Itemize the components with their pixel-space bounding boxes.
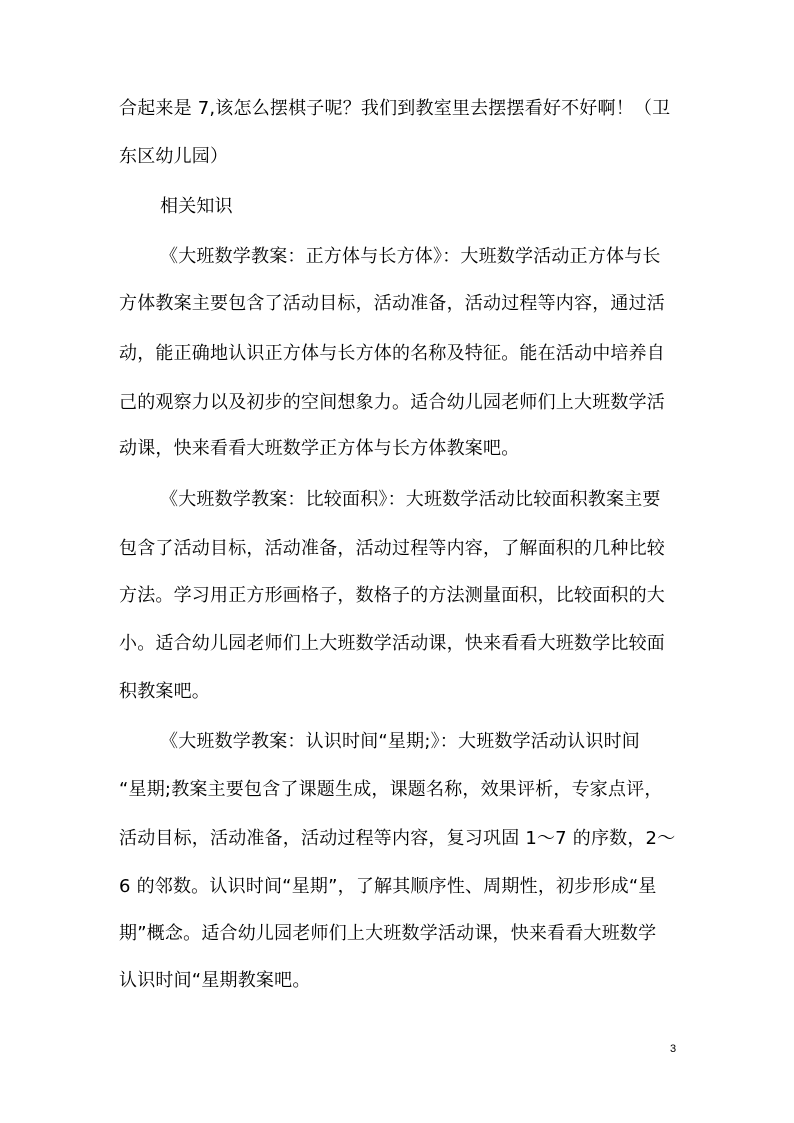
text-line: 《大班数学教案：比较面积》：大班数学活动比较面积教案主要: [160, 489, 661, 510]
text-line: 小。适合幼儿园老师们上大班数学活动课，快来看看大班数学比较面: [119, 633, 665, 654]
text-line: 动，能正确地认识正方体与长方体的名称及特征。能在活动中培养自: [119, 343, 665, 364]
text-line: 《大班数学教案：认识时间“星期;》：大班数学活动认识时间: [160, 731, 640, 752]
text-line: 积教案吧。: [119, 681, 210, 702]
text-line: 《大班数学教案：正方体与长方体》：大班数学活动正方体与长: [160, 246, 661, 267]
text-line: 动课，快来看看大班数学正方体与长方体教案吧。: [119, 438, 520, 459]
text-line: 方体教案主要包含了活动目标，活动准备，活动过程等内容，通过活: [119, 293, 665, 314]
text-line: 6 的邻数。认识时间“星期”，了解其顺序性、周期性，初步形成“星: [119, 876, 657, 897]
text-line: 包含了活动目标，活动准备，活动过程等内容，了解面积的几种比较: [119, 538, 665, 559]
section-heading: 相关知识: [160, 196, 233, 217]
text-line: 认识时间“星期教案吧。: [119, 970, 311, 991]
text-line: “星期;教案主要包含了课题生成，课题名称，效果评析，专家点评，: [119, 779, 663, 800]
text-line: 东区幼儿园）: [119, 146, 229, 167]
text-line: 活动目标，活动准备，活动过程等内容，复习巩固 1～7 的序数，2～: [119, 828, 676, 849]
text-line: 方法。学习用正方形画格子，数格子的方法测量面积，比较面积的大: [119, 585, 665, 606]
text-line: 己的观察力以及初步的空间想象力。适合幼儿园老师们上大班数学活: [119, 392, 665, 413]
page-number: 3: [670, 1043, 677, 1055]
text-line: 合起来是 7,该怎么摆棋子呢？我们到教室里去摆摆看好不好啊！（卫: [119, 98, 671, 119]
text-line: 期”概念。适合幼儿园老师们上大班数学活动课，快来看看大班数学: [119, 923, 657, 944]
